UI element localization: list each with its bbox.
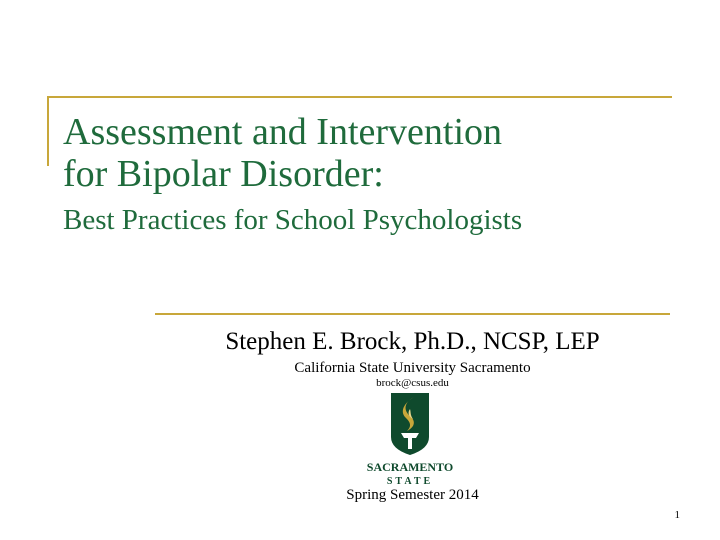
left-gold-rule — [47, 96, 49, 166]
author-block — [155, 328, 670, 390]
slide-subtitle: Best Practices for School Psychologists — [63, 203, 523, 236]
top-gold-rule — [47, 96, 672, 98]
semester-label: Spring Semester 2014 — [346, 487, 479, 503]
sacramento-state-logo — [363, 391, 457, 487]
middle-gold-rule — [155, 313, 670, 315]
affiliation: California State University Sacramento — [294, 359, 531, 376]
title-line-1: Assessment and Intervention — [63, 111, 503, 153]
logo-line-2: STATE — [386, 476, 434, 487]
torch-shield-icon — [363, 391, 457, 487]
author-name: Stephen E. Brock, Ph.D., NCSP, LEP — [225, 328, 600, 355]
title-line-2: for Bipolar Disorder: — [63, 152, 384, 195]
logo-line-1: SACRAMENTO — [366, 460, 454, 474]
email-address: brock@csus.edu — [376, 376, 449, 389]
slide-title — [63, 112, 703, 236]
page-number: 1 — [674, 509, 680, 521]
